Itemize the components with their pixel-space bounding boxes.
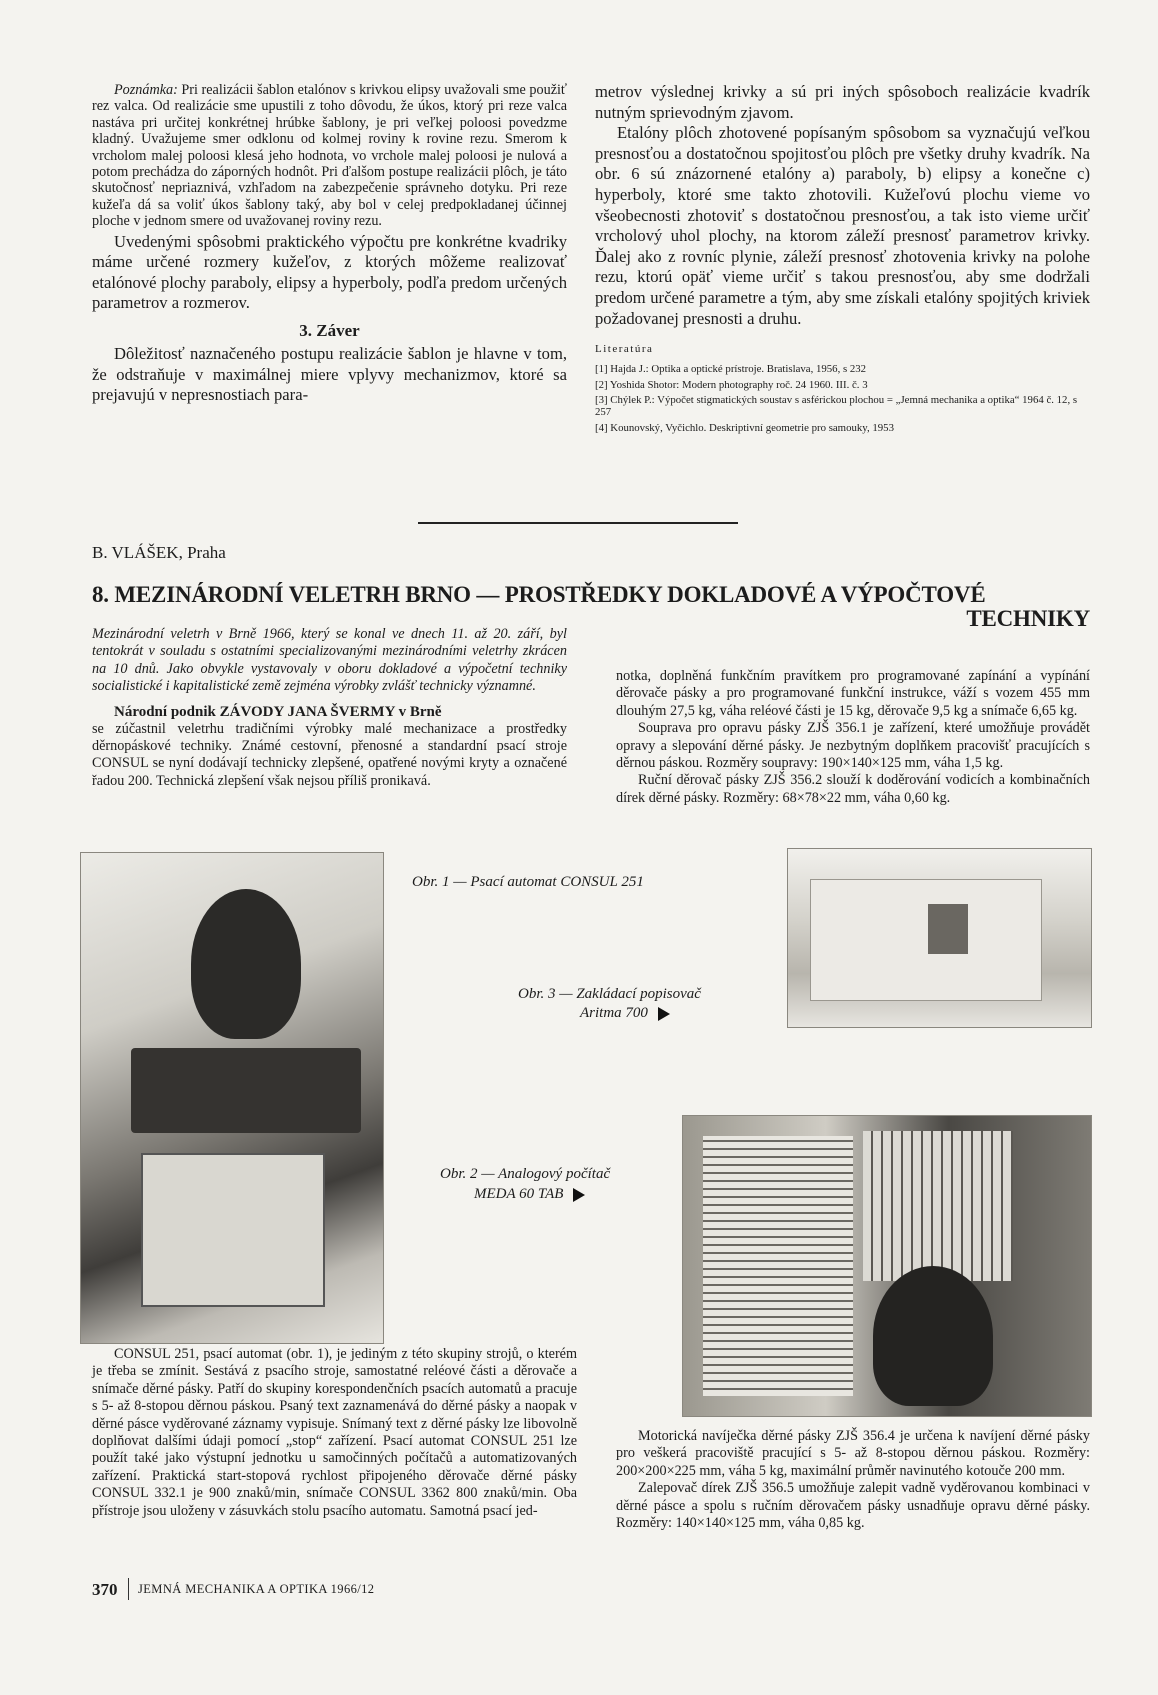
article-title-continued: TECHNIKY	[966, 606, 1090, 631]
left-column-bottom	[92, 1346, 577, 1520]
reference-item: [2] Yoshida Shotor: Modern photography roč. 24 1960. III. č. 3	[595, 378, 868, 391]
right-column-top	[595, 82, 1090, 437]
consul-description: CONSUL 251, psací automat (obr. 1), je jediným z této skupiny strojů, o kterém je třeba se zmínit. Sestává z psacího stroje, samostatné reléové části a děrovače a snímače děrné pásky. Patří do skupiny korespondenčních psacích automatů a pracuje s 5- až 8-stopou děrnou páskou. Psaný text zaznamenává do děrné pásky a naopak v děrné pásce vyděrované záznamy vypisuje. Snímaný text z děrné pásky lze libovolně doplňovat dalšími údaji pomocí „stop“ zařízení. Psací automat CONSUL 251 lze použít také jako výstupní jednotku u samočinných počítačů a automatizovaných zařízení. Praktická start-stopová rychlost připojeného děrovače děrné pásky CONSUL 332.1 je 900 znaků/min, snímače CONSUL 3362 800 znaků/min. Oba přístroje jsou uloženy v zásuvkách stolu psacího automatu. Samotná psací jed-	[92, 1346, 577, 1519]
article-title: 8. MEZINÁRODNÍ VELETRH BRNO — PROSTŘEDKY DOKLADOVÉ A VÝPOČTOVÉ	[92, 582, 986, 607]
right-mid-paragraph-3: Ruční děrovač pásky ZJŠ 356.2 slouží k doděrování vodicích a kombinačních dírek děrné pásky. Rozměry: 68×78×22 mm, váha 0,60 kg.	[616, 772, 1090, 806]
note-text: Pri realizácii šablon etalónov s krivkou elipsy uvažovali sme použiť rez valca. Od realizácie sme upustili z toho dôvodu, že úkos, ktorý pri reze valca nastáva pri určitej konkrétnej hrúbke šablony, je pri veľkej poloosi povedzme kladný. Uvažujeme smer odklonu od kolmej roviny k rovine rezu. Smerom k vrcholom malej poloosi klesá jeho hodnota, vo vrchole malej poloosi je nulová a potom prechádza do záporných hodnôt. Pri ďalšom postupe realizácii plôch, je táto skutočnosť nepriaznivá, vzhľadom na zabezpečenie správneho dotyku. Pri reze kužeľa dá sa voliť úkos šablony taký, aby bol v celej predpokladanej účinnej ploche v jednom smere od uvažovanej roviny rezu.	[92, 82, 567, 230]
photo-aritma-700	[787, 848, 1092, 1028]
left-column-mid	[92, 626, 567, 790]
caption-fig2-line1: Obr. 2 — Analogový počítač	[440, 1166, 611, 1182]
right-column-bottom	[616, 1428, 1090, 1532]
lead-paragraph: Mezinárodní veletrh v Brně 1966, který se konal ve dnech 11. až 20. září, byl tentokrát v souladu s ostatními specializovanými mezinárodními veletrhy zkrácen na 10 dnů. Jako obvykle vystavovaly v oboru dokladové a výpočetní techniky socialistické i kapitalistické země zejména výrobky zvlášť technicky významné.	[92, 626, 567, 695]
winder-paragraph: Motorická navíječka děrné pásky ZJŠ 356.4 je určena k navíjení děrné pásky pro veškerá pracoviště pracující s 5- až 8-stopou děrnou páskou. Rozměry: 200×200×225 mm, váha 5 kg, maximální průměr navinutého kotouče 200 mm.	[616, 1428, 1090, 1479]
control-panel-icon	[928, 904, 968, 954]
photo-meda-60-tab	[682, 1115, 1092, 1417]
right-paragraph-2: Etalóny plôch zhotovené popísaným spôsobom sa vyznačujú veľkou presnosťou a dostatočnou spojitosťou plôch pre všetky druhy kvadrík. Na obr. 6 sú znázornené etalóny a) paraboly, b) elipsy a konečne c) hyperboly, ktoré sme takto zhotovili. Kužeľovú plochu vieme vo všeobecnosti zhotoviť s dostatočnou presnosťou, a tak isto vieme určiť vrcholový uhol plochy, na ktorom záleží presnosť parametrov krivky. Ďalej ako z rovníc plynie, záleží presnosť zhotovenia krivky na polohe rezu, ktorú opäť vieme určiť s takou presnosťou, aby sme dodržali predom určené parametre a tým, aby sme získali etalóny spojitých kriviek požadovanej presnosti a druhu.	[595, 123, 1090, 328]
patch-panel-icon	[703, 1136, 853, 1396]
journal-name: JEMNÁ MECHANIKA A OPTIKA 1966/12	[138, 1582, 375, 1596]
caption-fig3-line1: Obr. 3 — Zakládací popisovač	[518, 986, 701, 1002]
drawer-icon	[141, 1153, 325, 1307]
caption-fig3-line2: Aritma 700	[580, 1005, 648, 1021]
arrow-right-icon	[573, 1188, 585, 1202]
note-label: Poznámka:	[114, 82, 178, 98]
note-paragraph	[92, 82, 567, 230]
reference-list	[595, 363, 1090, 434]
reference-item: [4] Kounovský, Vyčichlo. Deskriptivní geometrie pro samouky, 1953	[595, 421, 894, 434]
conclusion-paragraph: Dôležitosť naznačeného postupu realizácie šablon je hlavne v tom, že odstraňuje v maximálnej miere vplyvy mechanizmov, ktoré sa prejavujú v nepresnostiach para-	[92, 344, 567, 405]
company-heading: Národní podnik ZÁVODY JANA ŠVERMY v Brně	[114, 703, 442, 720]
left-column-top	[92, 82, 567, 406]
literature-title: Literatúra	[595, 343, 654, 356]
section-title: 3. Záver	[299, 321, 360, 341]
conclusion-intro-paragraph: Uvedenými spôsobmi praktického výpočtu pre konkrétne kvadriky máme určené rozmery kužeľov, z ktorých môžeme realizovať etalónové plochy paraboly, elipsy a hyperboly, podľa predom určených parametrov a rozmerov.	[92, 231, 567, 313]
arrow-right-icon	[658, 1007, 670, 1021]
operator-figure-icon	[873, 1266, 993, 1406]
right-column-mid	[616, 668, 1090, 807]
machine-cabinet-icon	[810, 879, 1042, 1001]
caption-fig1: Obr. 1 — Psací automat CONSUL 251	[412, 874, 644, 890]
right-paragraph-1: metrov výslednej krivky a sú pri iných spôsoboch realizácie kvadrík nutným sprievodným zjavom.	[595, 82, 1090, 122]
page-number: 370	[92, 1580, 118, 1599]
company-paragraph: se zúčastnil veletrhu tradičními výrobky malé mechanizace a prostředky děrnopáskové techniky. Známé cestovní, přenosné a standardní psací stroje CONSUL se nyní dodávají technicky zlepšené, opatřené novými kryty a označené řadou 200. Technická zlepšení však nejsou příliš pronikavá.	[92, 720, 567, 789]
caption-fig2-line2-wrap	[474, 1185, 585, 1203]
right-mid-paragraph-1: notka, doplněná funkčním pravítkem pro programované zapínání a vypínání děrovače pásky a pro programované funkční instrukce, váží s vozem 455 mm dlouhým 27,5 kg, váha reléové části je 15 kg, děrovače 9,5 kg a snímače 6,65 kg.	[616, 668, 1090, 719]
typewriter-icon	[131, 1048, 361, 1133]
footer-separator	[128, 1578, 129, 1600]
typist-figure-icon	[191, 889, 301, 1039]
author: B. VLÁŠEK, Praha	[92, 543, 226, 562]
caption-fig3-line2-wrap	[580, 1004, 670, 1022]
right-mid-paragraph-2: Souprava pro opravu pásky ZJŠ 356.1 je zařízení, které umožňuje provádět opravy a slepování děrné pásky. Je nezbytným doplňkem pracovišť pracujících s děrnou páskou. Rozměry soupravy: 190×140×125 mm, váha 1,5 kg.	[616, 720, 1090, 772]
caption-fig2-line2: MEDA 60 TAB	[474, 1186, 564, 1202]
reference-item: [1] Hajda J.: Optika a optické prístroje. Bratislava, 1956, s 232	[595, 363, 867, 376]
section-divider	[418, 522, 738, 524]
reference-item: [3] Chýlek P.: Výpočet stigmatických soustav s asférickou plochou = „Jemná mechanika a optika“ 1964 č. 12, s 257	[595, 393, 1078, 419]
photo-consul-251	[80, 852, 384, 1344]
instrument-rack-icon	[863, 1131, 1013, 1281]
tape-sealer-paragraph: Zalepovač dírek ZJŠ 356.5 umožňuje zalepit vadně vyděrovanou kombinaci v děrné pásce a spolu s ručním děrovačem pásky usnadňuje opravu děrné pásky. Rozměry: 140×140×125 mm, váha 0,85 kg.	[616, 1480, 1090, 1532]
